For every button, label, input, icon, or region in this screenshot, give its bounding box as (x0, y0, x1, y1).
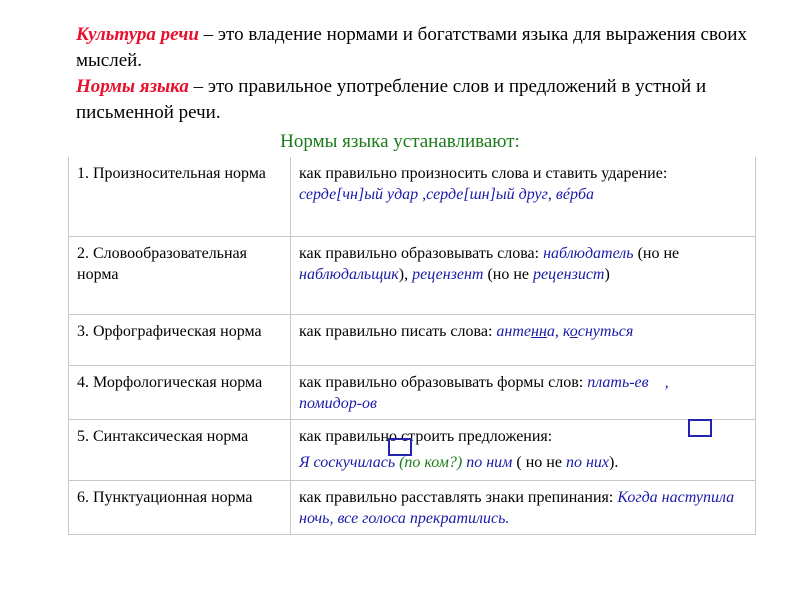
table-row (69, 365, 756, 419)
description-text: как правильно образовывать формы слов: (299, 373, 588, 391)
norm-description (291, 480, 756, 534)
empty-frame (388, 438, 412, 456)
underlined-letters: нн (531, 322, 547, 340)
definition-culture-of-speech (76, 22, 756, 74)
question-hint: (по ком?) (399, 453, 463, 471)
norm-name: 3. Орфографическая норма (69, 314, 291, 365)
definition-language-norms (76, 74, 756, 126)
definition-text: – это правильное употребление слов и предложений в устной и письменной речи. (76, 76, 707, 123)
norm-name: 6. Пунктуационная норма (69, 480, 291, 534)
table-row (69, 480, 756, 534)
term-culture-of-speech: Культура речи (76, 24, 199, 45)
description-text: (но не (483, 265, 534, 283)
example-word-part: а, к (546, 322, 570, 340)
description-text: ( но не (512, 453, 566, 471)
description-text: как правильно образовывать слова: (299, 244, 544, 262)
example-word: рецензист (533, 265, 605, 283)
example-word: плать-ев , (587, 373, 669, 391)
description-text: как правильно строить предложения: (299, 427, 553, 445)
description-text: как правильно произносить слова и ставить ударение: (299, 165, 668, 182)
norm-name: 5. Синтаксическая норма (69, 419, 291, 480)
example-word-part: снуться (577, 322, 634, 340)
norm-name: 4. Морфологическая норма (69, 365, 291, 419)
example-word: наблюдатель (543, 244, 634, 262)
norms-table (68, 157, 756, 535)
table-row (69, 157, 756, 236)
description-text: как правильно расставлять знаки препинания: (299, 488, 618, 506)
norm-description (291, 365, 756, 419)
example-sentence: по ним (462, 453, 513, 471)
norm-name: 1. Произносительная норма (69, 157, 291, 236)
example-sentence: по них (565, 453, 609, 471)
example-text: серде[чн]ый удар ,серде[шн]ый друг, (299, 186, 556, 203)
description-text: ). (609, 453, 619, 471)
norm-description (291, 419, 756, 480)
example-sentence: Когда наступила ночь, все голоса прекратились. (299, 488, 735, 527)
underlined-letters: о (569, 322, 578, 340)
empty-frame (688, 419, 712, 437)
example-word: рецензент (412, 265, 484, 283)
example-word: помидор-ов (299, 394, 377, 412)
norm-description (291, 236, 756, 314)
table-heading: Нормы языка устанавливают: (280, 131, 520, 152)
table-row (69, 236, 756, 314)
description-text: ) (604, 265, 610, 283)
norm-description (291, 157, 756, 236)
table-row (69, 314, 756, 365)
description-text: ), (398, 265, 413, 283)
description-text: как правильно писать слова: (299, 322, 497, 340)
example-word-part: анте (496, 322, 531, 340)
term-language-norms: Нормы языка (76, 76, 189, 97)
definition-text: – это владение нормами и богатствами языка для выражения своих мыслей. (76, 24, 747, 71)
description-text: (но не (633, 244, 680, 262)
table-row (69, 419, 756, 480)
norm-description (291, 314, 756, 365)
example-word: наблюдальщик (299, 265, 399, 283)
norm-name: 2. Словообразовательная норма (69, 236, 291, 314)
example-text: вéрба (555, 186, 594, 203)
example-sentence: Я соскучилась (299, 453, 400, 471)
